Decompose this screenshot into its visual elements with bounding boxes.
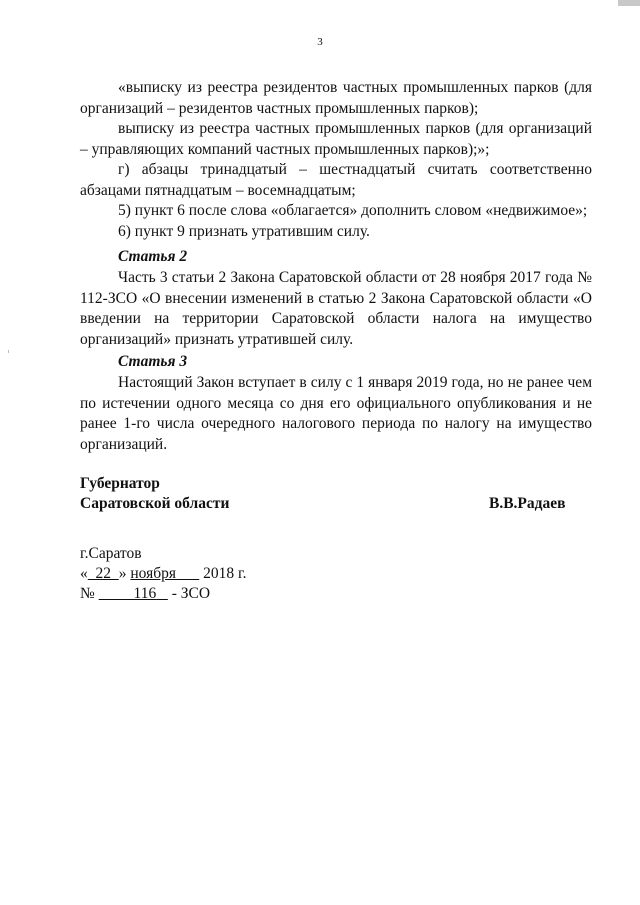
article-2-text: Часть 3 статьи 2 Закона Саратовской области от 28 ноября 2017 года № 112-ЗСО «О внесении изменений в статью 2 Закона Саратовской области «О введении на территории Саратовской области налога на имущество организаций» признать утратившей силу. — [80, 269, 592, 348]
amendment-paragraph: 6) пункт 9 признать утратившим силу. — [118, 222, 370, 240]
amendment-paragraph: г) абзацы тринадцатый – шестнадцатый считать соответственно абзацами пятнадцатым – восемнадцатым; — [80, 161, 592, 199]
article-3-text: Настоящий Закон вступает в силу с 1 января 2019 года, но не ранее чем по истечении одного месяца со дня его официального опубликования и не ранее 1-го числа очередного налогового периода по налогу на имущество организаций. — [80, 374, 592, 453]
signatory-name: В.В.Радаев — [489, 495, 566, 512]
date-day: 22 — [95, 565, 111, 582]
law-number-line — [80, 584, 247, 604]
article-2-block — [80, 268, 592, 350]
amendment-paragraph: выписку из реестра частных промышленных парков (для организаций – управляющих компаний частных промышленных парков);»; — [80, 120, 592, 158]
date-line: « 22 » ноября 2018 г. — [80, 565, 247, 582]
article-3-heading: Статья 3 — [118, 353, 188, 370]
law-number-prefix: № — [80, 585, 95, 602]
law-number-suffix: - ЗСО — [171, 585, 211, 602]
signatory-title-line-1: Губернатор — [80, 475, 160, 492]
scan-margin-dot — [8, 350, 9, 353]
amendment-paragraph: 5) пункт 6 после слова «облагается» дополнить словом «недвижимое»; — [118, 202, 588, 219]
scan-corner-mark — [618, 0, 640, 6]
city-line: г.Саратов — [80, 545, 142, 562]
law-number: 116 — [133, 585, 157, 602]
place-date-block — [80, 544, 247, 604]
date-year: 2018 г. — [203, 565, 247, 582]
signatory-title-line-2: Саратовской области — [80, 495, 230, 512]
article-2-heading: Статья 2 — [118, 248, 188, 265]
page-number: 3 — [317, 36, 323, 48]
signatory-title — [80, 474, 229, 514]
article-3-block — [80, 373, 592, 455]
amendments-block — [80, 78, 592, 242]
date-month: ноября — [130, 565, 177, 582]
amendment-paragraph: «выписку из реестра резидентов частных промышленных парков (для организаций – резидентов частных промышленных парков); — [80, 79, 592, 117]
